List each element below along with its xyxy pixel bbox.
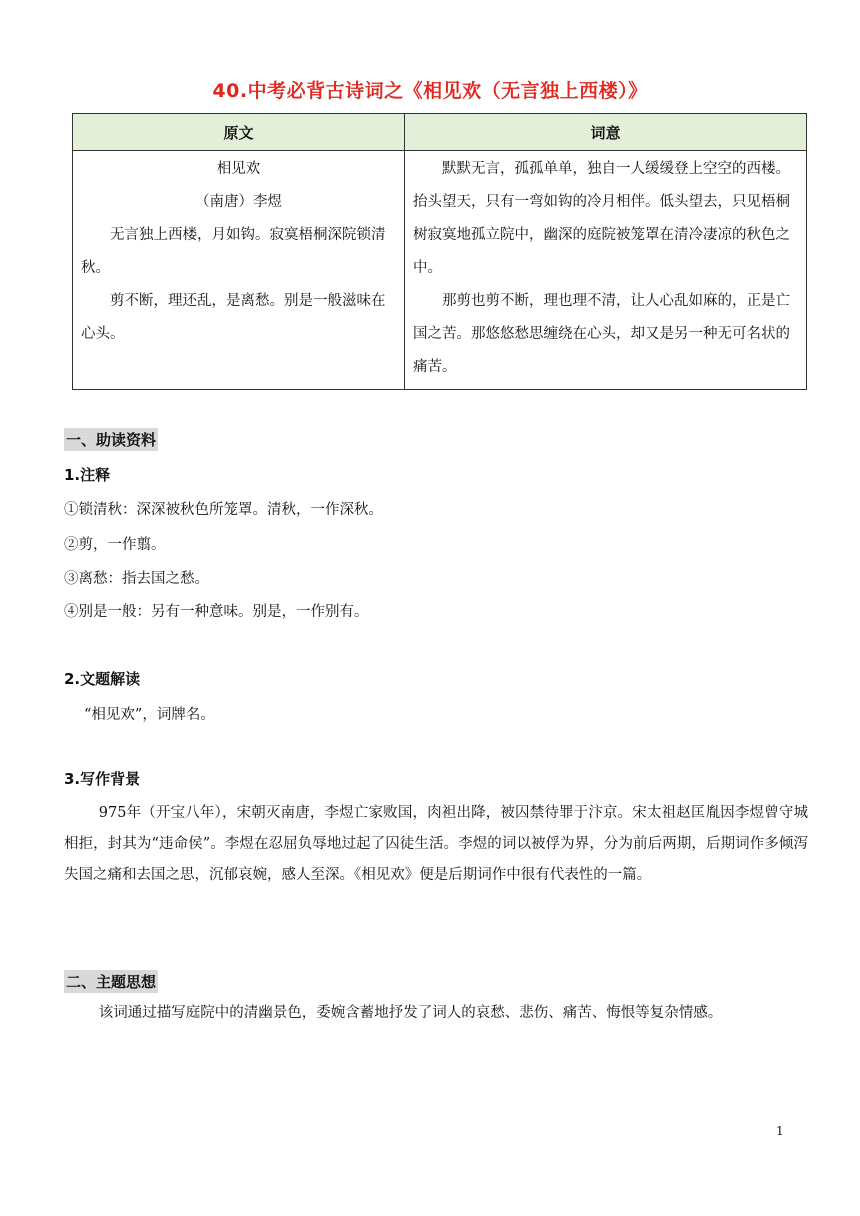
section-heading-theme: 二、主题思想 <box>64 970 158 993</box>
background-text: 975年（开宝八年），宋朝灭南唐，李煜亡家败国，肉袒出降，被囚禁待罪于汴京。宋太祖赵匡胤因李煜曾守城相拒，封其为“违命侯”。李煜在忍屈负辱地过起了囚徒生活。李煜的词以被俘为界，分为前后两期，后期词作多倾泻失国之痛和去国之思，沉郁哀婉，感人至深。《相见欢》便是后期词作中很有代表性的一篇。 <box>64 805 808 883</box>
table-header-row <box>73 114 807 151</box>
poem-line: 剪不断，理还乱，是离愁。别是一般滋味在心头。 <box>81 293 386 342</box>
original-cell <box>73 151 405 390</box>
poem-table <box>72 113 807 390</box>
poem-title: 相见欢 <box>216 161 261 177</box>
theme-text: 该词通过描写庭院中的清幽景色，委婉含蓄地抒发了词人的哀愁、悲伤、痛苦、悔恨等复杂情感。 <box>98 1005 723 1021</box>
subheading-title-interpretation: 2.文题解读 <box>64 670 141 688</box>
note-item: ③离愁：指去国之愁。 <box>64 571 209 587</box>
header-original: 原文 <box>73 114 405 151</box>
subheading-notes: 1.注释 <box>64 466 111 484</box>
meaning-cell <box>405 151 807 390</box>
page-number: 1 <box>776 1124 784 1138</box>
poem-author: （南唐）李煜 <box>195 194 282 210</box>
title-interpretation-text: “相见欢”，词牌名。 <box>84 707 215 723</box>
note-item: ④别是一般：另有一种意味。别是，一作别有。 <box>64 604 369 620</box>
table-row <box>73 151 807 390</box>
note-item: ①锁清秋：深深被秋色所笼罩。清秋，一作深秋。 <box>64 502 383 518</box>
subheading-background: 3.写作背景 <box>64 770 141 788</box>
meaning-paragraph: 默默无言，孤孤单单，独自一人缓缓登上空空的西楼。抬头望天，只有一弯如钩的冷月相伴。低头望去，只见梧桐树寂寞地孤立院中，幽深的庭院被笼罩在清冷凄凉的秋色之中。 <box>413 161 790 276</box>
header-meaning: 词意 <box>405 114 807 151</box>
meaning-paragraph: 那剪也剪不断，理也理不清，让人心乱如麻的，正是亡国之苦。那悠悠愁思缠绕在心头，却又是另一种无可名状的痛苦。 <box>413 293 790 375</box>
note-item: ②剪，一作翦。 <box>64 537 166 553</box>
section-heading-reading-materials: 一、助读资料 <box>64 428 158 451</box>
poem-line: 无言独上西楼，月如钩。寂寞梧桐深院锁清秋。 <box>81 227 386 276</box>
page-title: 40.中考必背古诗词之《相见欢（无言独上西楼）》 <box>212 80 648 102</box>
